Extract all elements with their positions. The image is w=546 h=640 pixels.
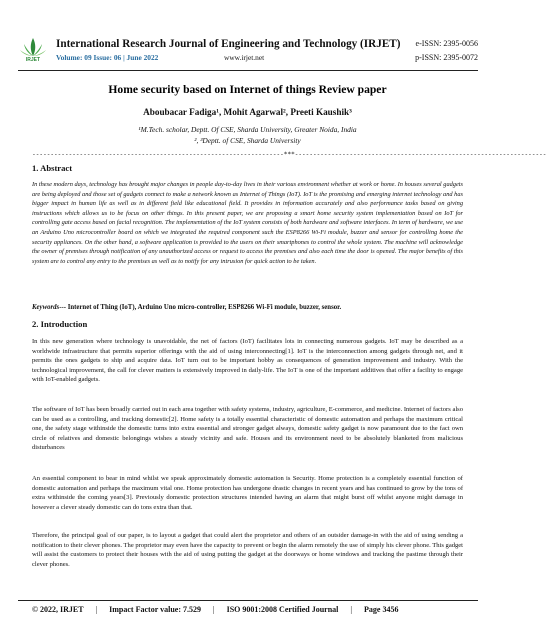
irjet-logo — [18, 36, 48, 66]
footer-separator: | — [213, 605, 215, 614]
keywords-text: --- Internet of Thing (IoT), Arduino Uno micro-controller, ESP8266 Wi-Fi module, buzzer, sensor. — [59, 304, 342, 311]
intro-paragraph-1: In this new generation where technology is unavoidable, the net of factors (IoT) facilitates lots in connecting numerous gadgets. IoT may be described as a worldwide infrastructure that permits superior offerings with the aid of using interconnecting[1]. IoT is the interconnection among gadgets through net, and it permits the ones gadgets to ship and acquire data. IoT turn out to be important hobby as consequences of generation improvement and industry. With the technological improvement, the call for clever matters is extensively improved in daily-life. The IoT is one of the important additives that offer a facility to engage with IoT-enabled gadgets. — [32, 338, 463, 384]
eissn: e-ISSN: 2395-0056 — [415, 39, 478, 48]
affiliation-1: ¹M.Tech. scholar, Deptt. Of CSE, Sharda University, Greater Noida, India — [138, 125, 357, 134]
abstract-heading: 1. Abstract — [32, 163, 73, 173]
intro-paragraph-4: Therefore, the principal goal of our paper, is to layout a gadget that could alert the proprietor and others of an outsider damage-in with the aid of using sending a notification to their clever phones. The proprietor may even have the capacity to prevent or begin the alarm remotely the use of simply his clever phone. This gadget will assist the customers to protect their houses with the aid of using putting the gadget at the doorways or home windows and tracking the pastime through their clever phones. — [32, 532, 463, 568]
footer-copyright: © 2022, IRJET — [32, 605, 84, 614]
journal-volume-line — [56, 53, 265, 62]
volume-issue: Volume: 09 Issue: 06 | June 2022 — [56, 53, 159, 62]
separator-line: ---------------------------------------------------------------------***--------------------------------------------------------------------- — [32, 150, 546, 158]
header-divider — [18, 70, 478, 71]
footer-iso: ISO 9001:2008 Certified Journal — [226, 605, 339, 614]
logo-text: IRJET — [25, 57, 41, 63]
keywords — [32, 304, 463, 311]
keywords-label: Keywords — [32, 304, 60, 311]
pissn: p-ISSN: 2395-0072 — [415, 53, 478, 62]
footer-impact-factor: Impact Factor value: 7.529 — [109, 605, 201, 614]
journal-title: International Research Journal of Engineering and Technology (IRJET) — [56, 38, 401, 50]
introduction-heading: 2. Introduction — [32, 319, 88, 329]
journal-header — [18, 36, 478, 68]
author-list: Aboubacar Fadiga¹, Mohit Agarwal², Preeti Kaushik³ — [143, 107, 352, 117]
abstract-text: In these modern days, technology has brought major changes in people day-to-day lives in their various environment whether at work or home. In houses several gadgets are being deployed and those set of gadgets connect to make a network known as Internet of Things (IoT). IoT is the promising and emerging internet technology and has bigger impact in human life as well as in different field like educational field. It provides in information accurately and also performance tasks based on giving instructions which allows us to be focus on other things. In this present paper, we are proposing a smart home security system implementation based on IoT for controlling gate access based on facial recognition. The implementation of the IoT system consists of both hardware and software interfaces. In term of hardware, we use an Arduino Uno microcontroller board on which we integrated the required component such the ESP8266 Wi-Fi module, buzzer and sensor for controlling home the security appliances. On the other hand, a software application is provided to the users on their smartphones to control the whole system. The machine will acknowledge the owner of premises through notification of any unauthorized access or request to access the premises and also each time the door is opened. The major benefits of this system are to control any entry to the premises as well as to notify for any intrusion for quick action to be taken. — [32, 181, 464, 265]
intro-paragraph-3: An essential component to bear in mind whilst we speak approximately domestic automation is Security. Home protection is a completely essential function of domestic automation and perhaps the maximum vital one. Home protection has undergone drastic changes in recent years and has continued to grow by the tons of extra withinside the coming years[3]. Previously domestic protection structures intended having an alarm that might burst off whilst anyone might damage in however a clever steady domestic can do tons extra than that. — [32, 475, 463, 511]
footer-divider — [18, 600, 478, 601]
intro-paragraph-2: The software of IoT has been broadly carried out in each area together with safety systems, industry, agriculture, E-commerce, and medicine. Internet of factors also can be used as a controlling, and tracking domestic[2]. Home safety is a totally essential characteristic of domestic automation and perhaps the maximum critical one, the safety stage withinside the domestic turns into extra essential and stronger gadget always, domestic safety gadget is now paramount due to the fact own circle of relatives and domestic belongings wishes a steady vicinity and safe. Houses and its environment need to be absolutely blanketed from malicious disturbances — [32, 406, 463, 452]
affiliation-2: ², ³Deptt. of CSE, Sharda University — [194, 136, 301, 145]
footer-separator: | — [350, 605, 352, 614]
footer-separator: | — [95, 605, 98, 614]
journal-url[interactable]: www.irjet.net — [224, 53, 265, 62]
footer-page-number: Page 3456 — [364, 605, 399, 614]
paper-title: Home security based on Internet of things Review paper — [108, 83, 387, 96]
page-footer — [32, 605, 463, 614]
